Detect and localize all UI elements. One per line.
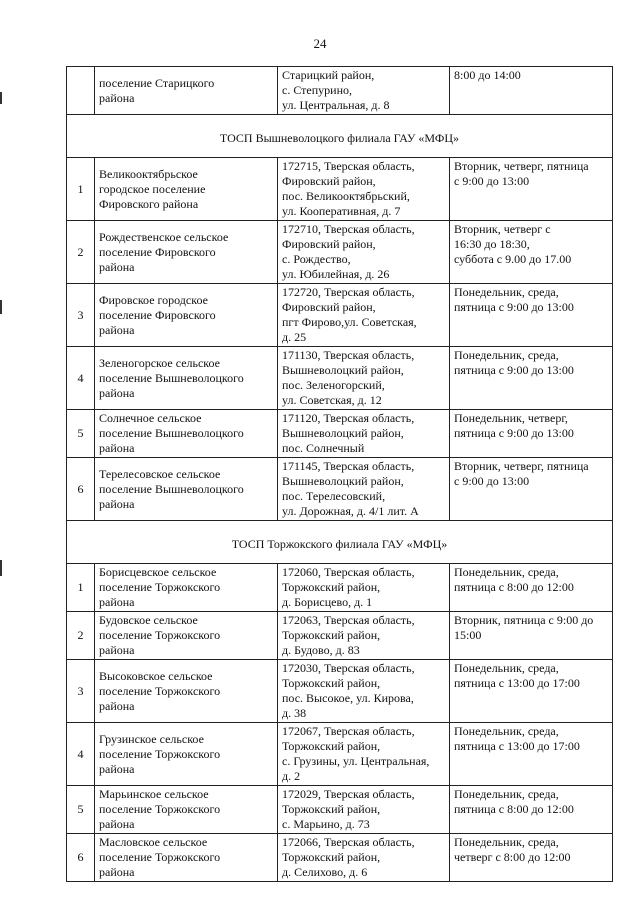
settlement-name-cell-line: Рождественское сельское: [99, 229, 229, 244]
settlement-name-cell: [95, 410, 278, 458]
address-cell: [278, 612, 450, 660]
row-number: [67, 834, 95, 882]
address-cell-line: с. Грузины, ул. Центральная,: [282, 754, 430, 768]
settlement-name-cell: [95, 564, 278, 612]
row-number: [67, 612, 95, 660]
row-number-line: 6: [77, 481, 84, 496]
hours-cell-line: пятница с 13:00 до 17:00: [454, 676, 580, 690]
settlement-name-cell: [95, 612, 278, 660]
settlement-name-cell-line: поселение Торжокского: [99, 628, 221, 642]
table-row: [67, 347, 613, 410]
address-cell: [278, 67, 450, 115]
table-row: [67, 410, 613, 458]
row-number-line: 1: [77, 580, 84, 594]
section-header-row: [67, 521, 613, 564]
hours-cell: [450, 834, 613, 882]
address-cell-line: пос. Терелесовский,: [282, 489, 386, 503]
hours-cell-line: пятница с 8:00 до 12:00: [454, 580, 574, 594]
settlement-name-cell-line: района: [99, 643, 135, 657]
hours-cell-line: пятница с 9:00 до 13:00: [454, 300, 574, 314]
table-row: [67, 158, 613, 221]
address-cell-line: 172720, Тверская область,: [282, 285, 415, 299]
settlement-name-cell-line: Будовское сельское: [99, 613, 198, 627]
settlements-table: [66, 66, 613, 882]
hours-cell-line: пятница с 9:00 до 13:00: [454, 363, 574, 377]
settlement-name-cell-line: района: [99, 595, 135, 609]
row-number: [67, 410, 95, 458]
hours-cell-line: Понедельник, четверг,: [454, 411, 568, 425]
settlement-name-cell: [95, 284, 278, 347]
settlement-name-cell-line: Терелесовское сельское: [99, 466, 221, 481]
hours-cell: [450, 221, 613, 284]
settlement-name-cell-line: района: [99, 698, 135, 713]
settlement-name-cell: [95, 221, 278, 284]
settlement-name-cell-line: Фировского района: [99, 196, 199, 211]
address-cell-line: Торжокский район,: [282, 739, 381, 753]
row-number-line: 2: [77, 628, 84, 642]
table-row: [67, 612, 613, 660]
settlement-name-cell-line: района: [99, 817, 135, 831]
address-cell-line: 172030, Тверская область,: [282, 661, 415, 675]
table-row: [67, 221, 613, 284]
address-cell-line: Торжокский район,: [282, 676, 381, 690]
page-number: 24: [313, 36, 327, 51]
section-title: ТОСП Вышневолоцкого филиала ГАУ «МФЦ»: [67, 115, 613, 158]
row-number-line: 5: [77, 426, 84, 440]
settlement-name-cell-line: района: [99, 441, 135, 455]
settlement-name-cell: [95, 723, 278, 786]
row-number: [67, 458, 95, 521]
settlement-name-cell: [95, 458, 278, 521]
settlement-name-cell-line: Масловское сельское: [99, 835, 208, 849]
address-cell-line: 171130, Тверская область,: [282, 348, 415, 362]
address-cell-line: Вышневолоцкий район,: [282, 363, 404, 377]
settlement-name-cell-line: Фировское городское: [99, 292, 208, 307]
address-cell: [278, 834, 450, 882]
settlement-name-cell-line: поселение Торжокского: [99, 746, 221, 761]
table-row: [67, 284, 613, 347]
address-cell: [278, 410, 450, 458]
row-number-line: 2: [77, 244, 84, 259]
address-cell-line: с. Марьино, д. 73: [282, 817, 370, 831]
address-cell-line: 172029, Тверская область,: [282, 787, 415, 801]
address-cell: [278, 347, 450, 410]
settlement-name-cell-line: поселение Вышневолоцкого: [99, 426, 244, 440]
hours-cell-line: с 9:00 до 13:00: [454, 474, 530, 488]
address-cell: [278, 221, 450, 284]
hours-cell: [450, 284, 613, 347]
address-cell-line: ул. Центральная, д. 8: [282, 98, 390, 112]
settlement-name-cell-line: района: [99, 385, 135, 400]
hours-cell-line: Вторник, четверг, пятница: [454, 159, 589, 173]
settlement-name-cell-line: района: [99, 496, 135, 511]
table-row: [67, 723, 613, 786]
scan-edge-mark: [0, 92, 2, 104]
section-title: ТОСП Торжокского филиала ГАУ «МФЦ»: [67, 521, 613, 564]
settlement-name-cell-line: поселение Торжокского: [99, 850, 221, 864]
address-cell-line: Вышневолоцкий район,: [282, 426, 404, 440]
scan-edge-mark: [0, 300, 2, 314]
table-row: [67, 834, 613, 882]
settlement-name-cell-line: поселение Вышневолоцкого: [99, 481, 244, 496]
settlement-name-cell-line: поселение Фировского: [99, 244, 216, 259]
address-cell-line: д. 25: [282, 330, 307, 344]
hours-cell-line: пятница с 9:00 до 13:00: [454, 426, 574, 440]
settlement-name-cell-line: района: [99, 865, 135, 879]
row-number: [67, 786, 95, 834]
settlement-name-cell: [95, 660, 278, 723]
address-cell-line: пос. Высокое, ул. Кирова,: [282, 691, 414, 705]
hours-cell: [450, 347, 613, 410]
table-row: [67, 660, 613, 723]
address-cell-line: Фировский район,: [282, 174, 376, 188]
settlement-name-cell-line: Борисцевское сельское: [99, 565, 217, 579]
hours-cell: [450, 660, 613, 723]
settlement-name-cell-line: Зеленогорское сельское: [99, 355, 220, 370]
settlement-name-cell-line: Марьинское сельское: [99, 787, 209, 801]
address-cell-line: ул. Юбилейная, д. 26: [282, 267, 390, 281]
settlement-name-cell-line: района: [99, 761, 135, 776]
row-number: [67, 564, 95, 612]
address-cell: [278, 564, 450, 612]
settlement-name-cell-line: района: [99, 259, 135, 274]
hours-cell: [450, 158, 613, 221]
hours-cell: [450, 67, 613, 115]
settlement-name-cell-line: городское поселение: [99, 181, 206, 196]
table-row: [67, 564, 613, 612]
hours-cell-line: Понедельник, среда,: [454, 285, 559, 299]
hours-cell-line: 16:30 до 18:30,: [454, 237, 530, 251]
row-number: [67, 723, 95, 786]
settlement-name-cell: [95, 347, 278, 410]
address-cell-line: пос. Солнечный: [282, 441, 365, 455]
hours-cell: [450, 786, 613, 834]
address-cell-line: Старицкий район,: [282, 68, 375, 82]
settlement-name-cell-line: поселение Старицкого: [99, 75, 215, 90]
scan-edge-mark: [0, 560, 2, 576]
hours-cell-line: 8:00 до 14:00: [454, 68, 521, 82]
hours-cell-line: пятница с 13:00 до 17:00: [454, 739, 580, 753]
address-cell-line: с. Рождество,: [282, 252, 351, 266]
settlement-name-cell-line: Великооктябрьское: [99, 166, 198, 181]
hours-cell-line: Вторник, четверг с: [454, 222, 551, 236]
row-number-line: 3: [77, 683, 84, 698]
row-number-line: 3: [77, 307, 84, 322]
row-number: [67, 660, 95, 723]
hours-cell-line: Понедельник, среда,: [454, 787, 559, 801]
hours-cell-line: Понедельник, среда,: [454, 724, 559, 738]
address-cell-line: ул. Советская, д. 12: [282, 393, 382, 407]
address-cell-line: 171145, Тверская область,: [282, 459, 415, 473]
settlement-name-cell: [95, 786, 278, 834]
settlement-name-cell-line: района: [99, 322, 135, 337]
address-cell-line: 172067, Тверская область,: [282, 724, 415, 738]
hours-cell-line: Вторник, четверг, пятница: [454, 459, 589, 473]
address-cell-line: 172063, Тверская область,: [282, 613, 415, 627]
hours-cell-line: Вторник, пятница с 9:00 до: [454, 613, 594, 627]
table-row: [67, 458, 613, 521]
address-cell-line: пгт Фирово,ул. Советская,: [282, 315, 417, 329]
address-cell-line: пос. Великооктябрьский,: [282, 189, 410, 203]
address-cell-line: Фировский район,: [282, 300, 376, 314]
row-number-line: 1: [77, 181, 84, 196]
settlement-name-cell-line: поселение Торжокского: [99, 802, 221, 816]
hours-cell-line: пятница с 8:00 до 12:00: [454, 802, 574, 816]
hours-cell-line: 15:00: [454, 628, 482, 642]
row-number: [67, 221, 95, 284]
address-cell-line: Торжокский район,: [282, 850, 381, 864]
settlement-name-cell-line: района: [99, 90, 135, 105]
address-cell-line: д. Будово, д. 83: [282, 643, 360, 657]
settlement-name-cell-line: Грузинское сельское: [99, 731, 204, 746]
address-cell: [278, 660, 450, 723]
hours-cell: [450, 612, 613, 660]
address-cell-line: Вышневолоцкий район,: [282, 474, 404, 488]
hours-cell-line: с 9:00 до 13:00: [454, 174, 530, 188]
hours-cell-line: четверг с 8:00 до 12:00: [454, 850, 571, 864]
address-cell-line: д. Селихово, д. 6: [282, 865, 368, 879]
address-cell: [278, 158, 450, 221]
address-cell-line: 172060, Тверская область,: [282, 565, 415, 579]
address-cell-line: Торжокский район,: [282, 628, 381, 642]
row-number-line: 4: [77, 746, 84, 761]
settlement-name-cell-line: поселение Торжокского: [99, 683, 221, 698]
address-cell-line: д. 38: [282, 706, 307, 720]
hours-cell-line: Понедельник, среда,: [454, 661, 559, 675]
settlement-name-cell-line: поселение Фировского: [99, 307, 216, 322]
row-number-line: 4: [77, 370, 84, 385]
hours-cell: [450, 564, 613, 612]
row-number: [67, 347, 95, 410]
address-cell-line: 172710, Тверская область,: [282, 222, 415, 236]
row-number-line: 5: [77, 802, 84, 816]
hours-cell: [450, 723, 613, 786]
address-cell: [278, 284, 450, 347]
settlement-name-cell-line: поселение Вышневолоцкого: [99, 370, 244, 385]
row-number: [67, 67, 95, 115]
row-number: [67, 284, 95, 347]
address-cell-line: 172715, Тверская область,: [282, 159, 415, 173]
hours-cell-line: Понедельник, среда,: [454, 565, 559, 579]
address-cell-line: д. 2: [282, 769, 301, 783]
address-cell-line: с. Степурино,: [282, 83, 353, 97]
hours-cell-line: суббота с 9.00 до 17.00: [454, 252, 572, 266]
settlement-name-cell-line: Солнечное сельское: [99, 411, 202, 425]
address-cell: [278, 458, 450, 521]
row-number-line: 6: [77, 850, 84, 864]
settlement-name-cell: [95, 67, 278, 115]
hours-cell: [450, 410, 613, 458]
address-cell-line: 172066, Тверская область,: [282, 835, 415, 849]
address-cell-line: д. Борисцево, д. 1: [282, 595, 373, 609]
settlement-name-cell-line: поселение Торжокского: [99, 580, 221, 594]
address-cell-line: Фировский район,: [282, 237, 376, 251]
address-cell: [278, 723, 450, 786]
address-cell-line: Торжокский район,: [282, 580, 381, 594]
hours-cell-line: Понедельник, среда,: [454, 348, 559, 362]
address-cell-line: Торжокский район,: [282, 802, 381, 816]
table-row: [67, 67, 613, 115]
hours-cell: [450, 458, 613, 521]
address-cell-line: ул. Дорожная, д. 4/1 лит. А: [282, 504, 419, 518]
address-cell-line: ул. Кооперативная, д. 7: [282, 204, 401, 218]
hours-cell-line: Понедельник, среда,: [454, 835, 559, 849]
address-cell: [278, 786, 450, 834]
settlement-name-cell: [95, 834, 278, 882]
section-header-row: [67, 115, 613, 158]
address-cell-line: 171120, Тверская область,: [282, 411, 415, 425]
address-cell-line: пос. Зеленогорский,: [282, 378, 385, 392]
table-row: [67, 786, 613, 834]
settlement-name-cell-line: Высоковское сельское: [99, 668, 213, 683]
settlement-name-cell: [95, 158, 278, 221]
row-number: [67, 158, 95, 221]
